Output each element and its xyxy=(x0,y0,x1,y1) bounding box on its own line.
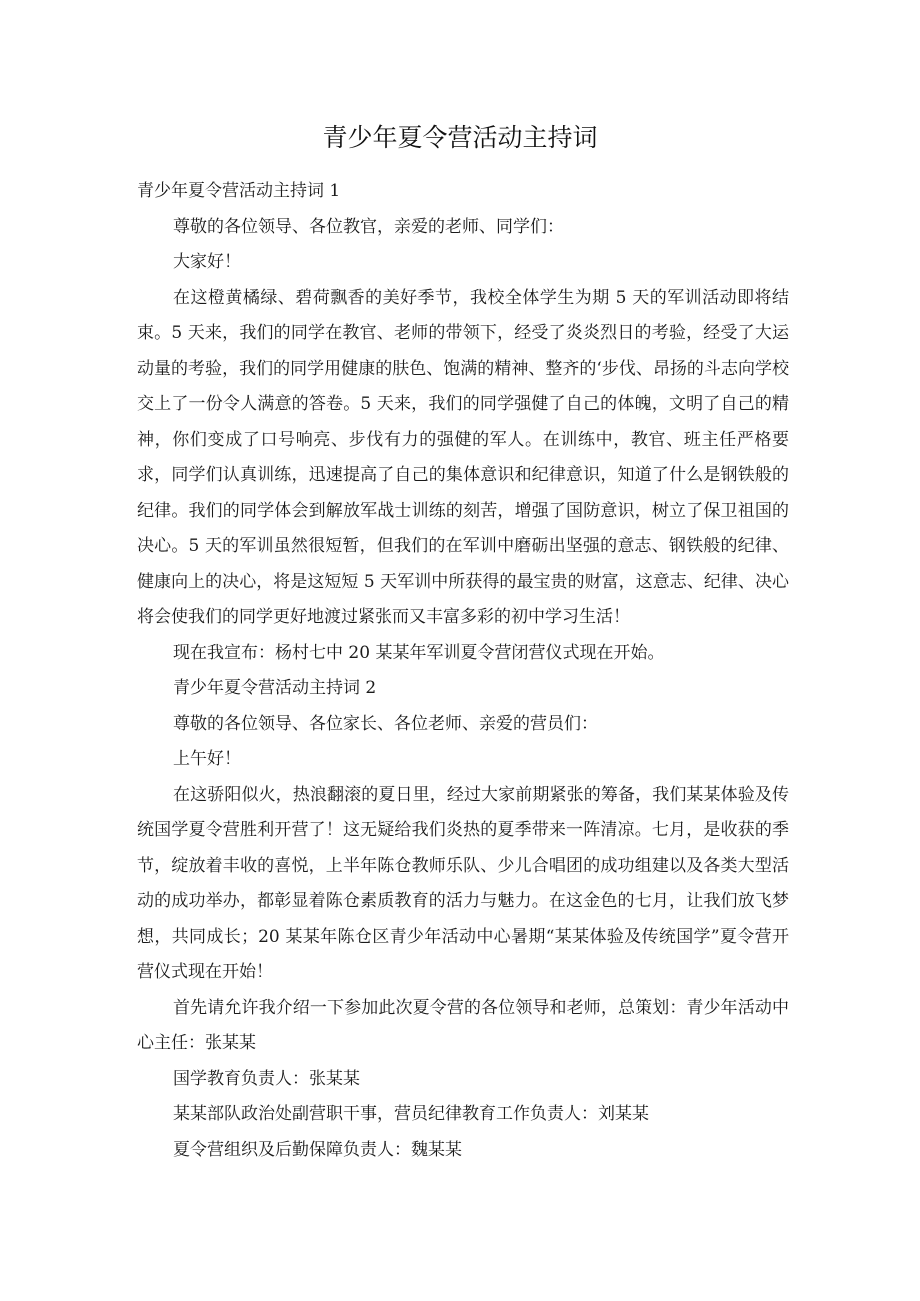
document-body xyxy=(137,174,789,1168)
salutation-2: 尊敬的各位领导、各位家长、各位老师、亲爱的营员们： xyxy=(173,713,598,734)
body-paragraph: 在这骄阳似火，热浪翻滚的夏日里，经过大家前期紧张的筹备，我们某某体验及传统国学夏令营胜利开营了！这无疑给我们炎热的夏季带来一阵清凉。七月，是收获的季节，绽放着丰收的喜悦，上半年陈仓教师乐队、少儿合唱团的成功组建以及各类大型活动的成功举办，都彰显着陈仓素质教育的活力与魅力。在这金色的七月，让我们放飞梦想，共同成长；20 某某年陈仓区青少年活动中心暑期“某某体验及传统国学”夏令营开营仪式现在开始！ xyxy=(137,784,789,982)
section-heading-1: 青少年夏令营活动主持词 1 xyxy=(137,181,341,201)
staff-line: 某某部队政治处副营职干事，营员纪律教育工作负责人：刘某某 xyxy=(173,1104,649,1124)
announcement-paragraph: 现在我宣布：杨村七中 20 某某年军训夏令营闭营仪式现在开始。 xyxy=(173,642,665,663)
body-paragraph: 在这橙黄橘绿、碧荷飘香的美好季节，我校全体学生为期 5 天的军训活动即将结束。5 天来，我们的同学在教官、老师的带领下，经受了炎炎烈日的考验，经受了大运动量的考验，我们的同学用健康的肤色、饱满的精神、整齐的‘步伐、昂扬的斗志向学校交上了一份令人满意的答卷。5 天来，我们的同学强健了自己的体魄，文明了自己的精神，你们变成了口号响亮、步伐有力的强健的军人。在训练中，教官、班主任严格要求，同学们认真训练，迅速提高了自己的集体意识和纪律意识，知道了什么是钢铁般的纪律。我们的同学体会到解放军战士训练的刻苦，增强了国防意识，树立了保卫祖国的决心。5 天的军训虽然很短暂，但我们的在军训中磨砺出坚强的意志、钢铁般的纪律、健康向上的决心，将是这短短 5 天军训中所获得的最宝贵的财富，这意志、纪律、决心将会使我们的同学更好地渡过紧张而又丰富多彩的初中学习生活！ xyxy=(137,287,789,627)
staff-line: 国学教育负责人：张某某 xyxy=(173,1068,360,1089)
salutation-1: 尊敬的各位领导、各位教官，亲爱的老师、同学们： xyxy=(173,216,564,237)
greeting-1: 大家好！ xyxy=(173,252,241,272)
introduction-paragraph: 首先请允许我介绍一下参加此次夏令营的各位领导和老师，总策划：青少年活动中心主任：张某某 xyxy=(137,997,789,1053)
greeting-2: 上午好！ xyxy=(173,749,241,769)
section-heading-2: 青少年夏令营活动主持词 2 xyxy=(173,678,377,698)
document-title: 青少年夏令营活动主持词 xyxy=(322,123,598,152)
staff-line: 夏令营组织及后勤保障负责人：魏某某 xyxy=(173,1139,462,1160)
